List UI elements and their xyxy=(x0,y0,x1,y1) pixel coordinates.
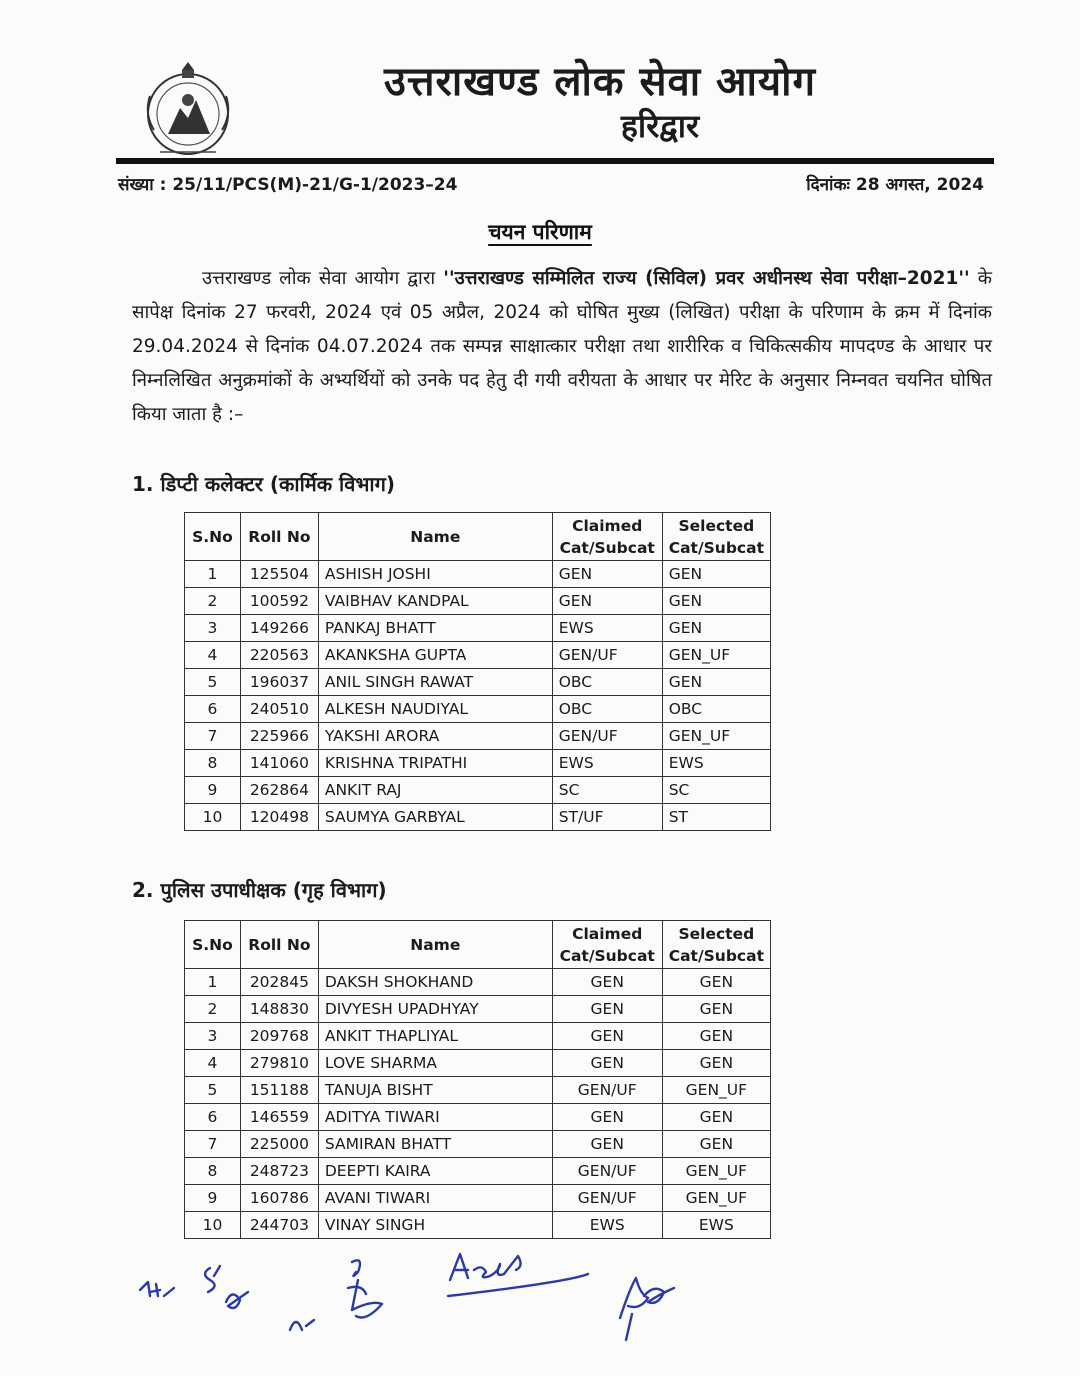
cell-name: ANIL SINGH RAWAT xyxy=(318,669,552,696)
cell-roll: 141060 xyxy=(240,750,318,777)
cell-selected: GEN xyxy=(662,561,770,588)
cell-claimed: EWS xyxy=(552,1212,662,1239)
cell-sno: 10 xyxy=(185,804,241,831)
cell-roll: 120498 xyxy=(240,804,318,831)
table-row xyxy=(185,1131,771,1158)
cell-name: TANUJA BISHT xyxy=(318,1077,552,1104)
cell-sno: 7 xyxy=(185,723,241,750)
table-header-row xyxy=(185,921,771,969)
table-row xyxy=(185,723,771,750)
cell-roll: 202845 xyxy=(240,969,318,996)
cell-sno: 4 xyxy=(185,1050,241,1077)
cell-claimed: GEN xyxy=(552,1050,662,1077)
cell-name: DAKSH SHOKHAND xyxy=(318,969,552,996)
table-row xyxy=(185,1050,771,1077)
exam-name: ''उत्तराखण्ड सम्मिलित राज्य (सिविल) प्रवर अधीनस्थ सेवा परीक्षा–2021'' xyxy=(443,268,970,289)
cell-selected: GEN xyxy=(662,1050,770,1077)
cell-selected: GEN_UF xyxy=(662,1077,770,1104)
header-roll: Roll No xyxy=(240,513,318,561)
cell-selected: GEN xyxy=(662,1104,770,1131)
handwritten-signatures-icon xyxy=(130,1240,730,1360)
cell-selected: GEN xyxy=(662,1131,770,1158)
cell-selected: ST xyxy=(662,804,770,831)
header-name: Name xyxy=(318,921,552,969)
cell-sno: 4 xyxy=(185,642,241,669)
cell-claimed: GEN xyxy=(552,1131,662,1158)
cell-claimed: GEN/UF xyxy=(552,723,662,750)
cell-roll: 244703 xyxy=(240,1212,318,1239)
cell-claimed: GEN xyxy=(552,996,662,1023)
cell-sno: 2 xyxy=(185,588,241,615)
results-table-police xyxy=(184,920,771,1239)
cell-selected: GEN_UF xyxy=(662,723,770,750)
cell-name: YAKSHI ARORA xyxy=(318,723,552,750)
cell-name: VAIBHAV KANDPAL xyxy=(318,588,552,615)
cell-name: LOVE SHARMA xyxy=(318,1050,552,1077)
cell-selected: OBC xyxy=(662,696,770,723)
cell-selected: GEN xyxy=(662,615,770,642)
cell-selected: GEN xyxy=(662,996,770,1023)
table-row xyxy=(185,642,771,669)
header-selected-line1: Selected xyxy=(678,516,755,535)
commission-emblem-icon xyxy=(138,56,238,168)
header-roll: Roll No xyxy=(240,921,318,969)
cell-roll: 100592 xyxy=(240,588,318,615)
section-title-deputy-collector: 1. डिप्टी कलेक्टर (कार्मिक विभाग) xyxy=(132,472,395,496)
header-claimed-line1: Claimed xyxy=(572,924,643,943)
cell-name: PANKAJ BHATT xyxy=(318,615,552,642)
cell-selected: GEN xyxy=(662,1023,770,1050)
table-row xyxy=(185,1077,771,1104)
header-claimed-line2: Cat/Subcat xyxy=(559,538,655,557)
cell-name: DEEPTI KAIRA xyxy=(318,1158,552,1185)
table-row xyxy=(185,750,771,777)
cell-roll: 262864 xyxy=(240,777,318,804)
cell-roll: 149266 xyxy=(240,615,318,642)
table-row xyxy=(185,561,771,588)
header-claimed-line2: Cat/Subcat xyxy=(559,946,655,965)
cell-sno: 10 xyxy=(185,1212,241,1239)
cell-name: ASHISH JOSHI xyxy=(318,561,552,588)
cell-roll: 225966 xyxy=(240,723,318,750)
cell-roll: 225000 xyxy=(240,1131,318,1158)
cell-sno: 8 xyxy=(185,750,241,777)
table-row xyxy=(185,696,771,723)
intro-paragraph xyxy=(132,262,992,432)
header-claimed-line1: Claimed xyxy=(572,516,643,535)
header-sno: S.No xyxy=(185,513,241,561)
cell-name: VINAY SINGH xyxy=(318,1212,552,1239)
cell-claimed: OBC xyxy=(552,669,662,696)
header-claimed xyxy=(552,921,662,969)
cell-claimed: GEN/UF xyxy=(552,642,662,669)
cell-sno: 1 xyxy=(185,561,241,588)
cell-claimed: GEN/UF xyxy=(552,1158,662,1185)
cell-selected: GEN_UF xyxy=(662,1185,770,1212)
header-name: Name xyxy=(318,513,552,561)
cell-sno: 3 xyxy=(185,615,241,642)
table-body xyxy=(185,969,771,1239)
header-selected-line1: Selected xyxy=(678,924,755,943)
results-table-deputy-collector xyxy=(184,512,771,831)
table-header-row xyxy=(185,513,771,561)
cell-roll: 151188 xyxy=(240,1077,318,1104)
cell-claimed: GEN xyxy=(552,1104,662,1131)
cell-selected: GEN xyxy=(662,588,770,615)
table-row xyxy=(185,588,771,615)
header-selected-line2: Cat/Subcat xyxy=(668,946,764,965)
table-row xyxy=(185,669,771,696)
cell-name: DIVYESH UPADHYAY xyxy=(318,996,552,1023)
section-title-police: 2. पुलिस उपाधीक्षक (गृह विभाग) xyxy=(132,878,387,902)
document-date: दिनांकः 28 अगस्त, 2024 xyxy=(806,175,984,195)
reference-number: संख्या : 25/11/PCS(M)-21/G-1/2023–24 xyxy=(118,175,458,195)
org-name: उत्तराखण्ड लोक सेवा आयोग xyxy=(384,59,816,105)
cell-claimed: GEN/UF xyxy=(552,1077,662,1104)
cell-selected: GEN xyxy=(662,669,770,696)
cell-sno: 9 xyxy=(185,1185,241,1212)
cell-roll: 240510 xyxy=(240,696,318,723)
cell-roll: 279810 xyxy=(240,1050,318,1077)
cell-sno: 5 xyxy=(185,1077,241,1104)
cell-name: SAUMYA GARBYAL xyxy=(318,804,552,831)
table-row xyxy=(185,1023,771,1050)
cell-selected: EWS xyxy=(662,750,770,777)
cell-roll: 220563 xyxy=(240,642,318,669)
table-row xyxy=(185,969,771,996)
cell-name: ALKESH NAUDIYAL xyxy=(318,696,552,723)
cell-sno: 8 xyxy=(185,1158,241,1185)
cell-name: AKANKSHA GUPTA xyxy=(318,642,552,669)
cell-claimed: OBC xyxy=(552,696,662,723)
cell-claimed: SC xyxy=(552,777,662,804)
table-body xyxy=(185,561,771,831)
table-row xyxy=(185,1158,771,1185)
cell-selected: GEN_UF xyxy=(662,1158,770,1185)
page-heading xyxy=(0,218,1080,246)
cell-roll: 125504 xyxy=(240,561,318,588)
cell-claimed: GEN xyxy=(552,969,662,996)
table-row xyxy=(185,1185,771,1212)
header-selected xyxy=(662,921,770,969)
org-city: हरिद्वार xyxy=(620,107,700,145)
cell-sno: 7 xyxy=(185,1131,241,1158)
cell-name: KRISHNA TRIPATHI xyxy=(318,750,552,777)
cell-roll: 248723 xyxy=(240,1158,318,1185)
header-divider xyxy=(116,158,994,164)
table-row xyxy=(185,1104,771,1131)
header-selected xyxy=(662,513,770,561)
para-part2: के सापेक्ष दिनांक 27 फरवरी, 2024 एवं 05 अप्रैल, 2024 को घोषित मुख्य (लिखित) परीक्षा के परिणाम के क्रम में दिनांक 29.04.2024 से दिनांक 04.07.2024 तक सम्पन्न साक्षात्कार परीक्षा तथा शारीरिक व चिकित्सकीय मापदण्ड के आधार पर निम्नलिखित अनुक्रमांकों के अभ्यर्थियों को उनके पद हेतु दी गयी वरीयता के आधार पर मेरिट के अनुसार निम्नवत चयनित घोषित किया जाता है :– xyxy=(132,268,992,425)
cell-selected: SC xyxy=(662,777,770,804)
para-part1: उत्तराखण्ड लोक सेवा आयोग द्वारा xyxy=(202,268,444,289)
cell-selected: GEN_UF xyxy=(662,642,770,669)
table-row xyxy=(185,804,771,831)
cell-sno: 5 xyxy=(185,669,241,696)
cell-claimed: EWS xyxy=(552,615,662,642)
cell-roll: 160786 xyxy=(240,1185,318,1212)
cell-selected: EWS xyxy=(662,1212,770,1239)
header-claimed xyxy=(552,513,662,561)
cell-sno: 1 xyxy=(185,969,241,996)
cell-claimed: GEN/UF xyxy=(552,1185,662,1212)
cell-name: ANKIT THAPLIYAL xyxy=(318,1023,552,1050)
cell-roll: 209768 xyxy=(240,1023,318,1050)
cell-roll: 196037 xyxy=(240,669,318,696)
table-row xyxy=(185,777,771,804)
header-sno: S.No xyxy=(185,921,241,969)
cell-claimed: GEN xyxy=(552,588,662,615)
cell-selected: GEN xyxy=(662,969,770,996)
cell-claimed: GEN xyxy=(552,561,662,588)
cell-name: SAMIRAN BHATT xyxy=(318,1131,552,1158)
cell-sno: 9 xyxy=(185,777,241,804)
cell-roll: 148830 xyxy=(240,996,318,1023)
cell-claimed: GEN xyxy=(552,1023,662,1050)
table-row xyxy=(185,996,771,1023)
cell-sno: 6 xyxy=(185,696,241,723)
heading-text: चयन परिणाम xyxy=(488,220,592,244)
cell-sno: 3 xyxy=(185,1023,241,1050)
table-row xyxy=(185,1212,771,1239)
cell-name: AVANI TIWARI xyxy=(318,1185,552,1212)
cell-sno: 2 xyxy=(185,996,241,1023)
cell-claimed: EWS xyxy=(552,750,662,777)
cell-name: ANKIT RAJ xyxy=(318,777,552,804)
cell-claimed: ST/UF xyxy=(552,804,662,831)
header-selected-line2: Cat/Subcat xyxy=(668,538,764,557)
table-row xyxy=(185,615,771,642)
cell-roll: 146559 xyxy=(240,1104,318,1131)
cell-name: ADITYA TIWARI xyxy=(318,1104,552,1131)
cell-sno: 6 xyxy=(185,1104,241,1131)
